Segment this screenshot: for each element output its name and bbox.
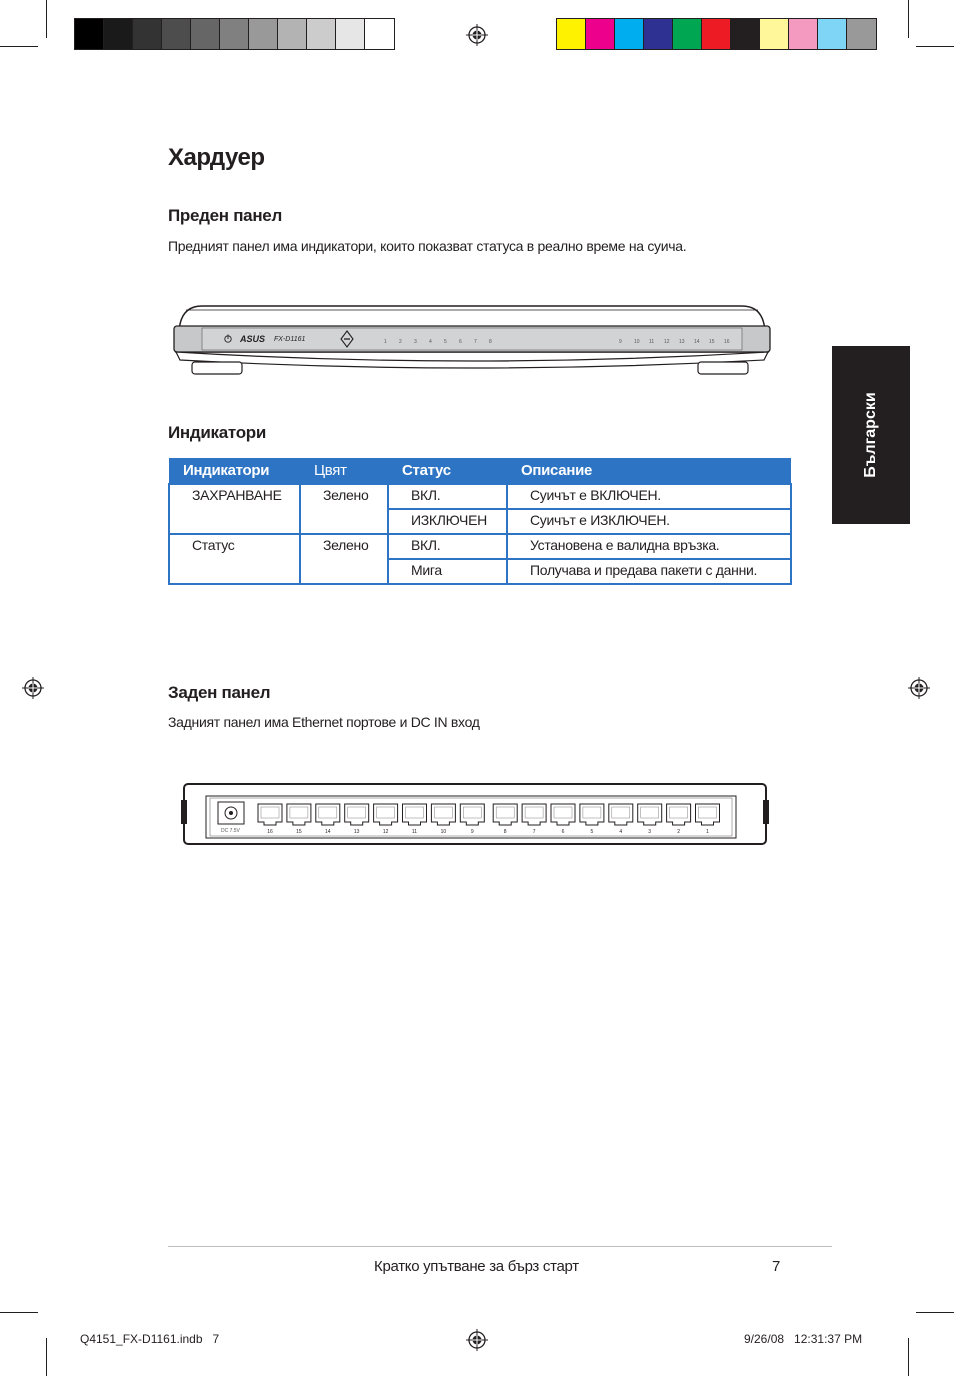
led-number-label: 9 [619, 339, 622, 345]
status-cell: ВКЛ. [388, 534, 507, 559]
color-swatch [162, 19, 191, 49]
dc-power-jack [218, 802, 244, 824]
footer-divider [168, 1246, 832, 1247]
port-number-label: 7 [532, 829, 536, 835]
description-cell: Установена е валидна връзка. [507, 534, 791, 559]
led-number-label: 12 [664, 339, 670, 345]
color-swatch [644, 19, 673, 49]
port-number-label: 4 [619, 829, 623, 835]
dc-power-label: DC 7.5V [221, 828, 240, 834]
page-title: Хардуер [168, 144, 265, 171]
color-swatch [847, 19, 876, 49]
crosshair-registration-icon [22, 677, 44, 699]
rear-panel-heading: Заден панел [168, 683, 271, 702]
front-panel-description: Предният панел има индикатори, които показват статуса в реално време на суича. [168, 238, 687, 254]
front-brand-logo: ASUS [240, 334, 266, 344]
color-cell: Зелено [300, 484, 388, 534]
color-swatch [760, 19, 789, 49]
led-number-label: 14 [694, 339, 700, 345]
status-cell: ВКЛ. [388, 484, 507, 509]
description-cell: Суичът е ВКЛЮЧЕН. [507, 484, 791, 509]
led-number-label: 8 [489, 339, 492, 345]
crop-mark [916, 46, 954, 47]
table-row [169, 534, 791, 559]
front-panel-illustration [172, 300, 772, 386]
led-number-label: 11 [649, 339, 655, 345]
header-indicators: Индикатори [169, 458, 300, 484]
grayscale-color-bar [74, 18, 395, 50]
header-status: Статус [388, 458, 507, 484]
indicator-cell: Статус [169, 534, 300, 584]
color-cell: Зелено [300, 534, 388, 584]
crop-mark [908, 0, 909, 38]
file-slug: Q4151_FX-D1161.indb 7 [80, 1332, 220, 1346]
led-number-label: 1 [384, 339, 387, 345]
datetime-slug: 9/26/08 12:31:37 PM [744, 1332, 863, 1346]
crop-mark [46, 1338, 47, 1376]
led-number-label: 5 [444, 339, 447, 345]
color-swatch [220, 19, 249, 49]
led-number-label: 10 [634, 339, 640, 345]
status-cell: ИЗКЛЮЧЕН [388, 509, 507, 534]
color-swatch [557, 19, 586, 49]
color-swatch [307, 19, 336, 49]
color-swatch [336, 19, 365, 49]
color-swatch [104, 19, 133, 49]
rear-panel-description: Задният панел има Ethernet портове и DC IN вход [168, 714, 480, 730]
color-swatch [191, 19, 220, 49]
table-header-row [169, 458, 791, 484]
color-swatch [615, 19, 644, 49]
crop-mark [908, 1338, 909, 1376]
color-swatch [673, 19, 702, 49]
led-number-label: 4 [429, 339, 432, 345]
color-swatch [249, 19, 278, 49]
header-color: Цвят [300, 458, 388, 484]
color-swatch [702, 19, 731, 49]
process-color-bar [556, 18, 877, 50]
indicators-table [168, 458, 792, 585]
led-number-label: 2 [399, 339, 402, 345]
crosshair-registration-icon [466, 24, 488, 46]
port-number-label: 9 [470, 829, 474, 835]
color-swatch [586, 19, 615, 49]
rear-panel-illustration [180, 776, 770, 850]
port-number-label: 6 [561, 829, 565, 835]
indicator-cell: ЗАХРАНВАНЕ [169, 484, 300, 534]
port-number-label: 3 [648, 829, 652, 835]
front-model-label: FX-D1161 [274, 336, 306, 343]
crop-mark [0, 46, 38, 47]
port-number-label: 5 [590, 829, 594, 835]
led-number-label: 16 [724, 339, 730, 345]
front-panel-heading: Преден панел [168, 206, 282, 225]
crosshair-registration-icon [466, 1329, 488, 1351]
port-number-label: 11 [411, 829, 418, 835]
footer-text: Кратко упътване за бърз старт [374, 1258, 579, 1275]
port-number-label: 8 [503, 829, 507, 835]
port-number-label: 13 [353, 829, 360, 835]
color-swatch [365, 19, 394, 49]
language-side-tab [832, 346, 910, 524]
crop-mark [916, 1312, 954, 1313]
port-number-label: 16 [267, 829, 273, 835]
table-row [169, 484, 791, 509]
led-number-label: 7 [474, 339, 477, 345]
port-number-label: 1 [706, 829, 709, 835]
led-number-label: 13 [679, 339, 685, 345]
color-swatch [75, 19, 104, 49]
color-swatch [818, 19, 847, 49]
language-label: Български [862, 392, 879, 478]
led-number-label: 15 [709, 339, 715, 345]
color-swatch [133, 19, 162, 49]
crop-mark [0, 1312, 38, 1313]
color-swatch [278, 19, 307, 49]
color-swatch [789, 19, 818, 49]
page-number: 7 [772, 1258, 781, 1275]
color-swatch [731, 19, 760, 49]
crosshair-registration-icon [908, 677, 930, 699]
port-number-label: 15 [296, 829, 302, 835]
port-number-label: 2 [677, 829, 680, 835]
led-number-label: 3 [414, 339, 417, 345]
description-cell: Суичът е ИЗКЛЮЧЕН. [507, 509, 791, 534]
header-description: Описание [507, 458, 791, 484]
port-number-label: 10 [440, 829, 447, 835]
description-cell: Получава и предава пакети с данни. [507, 559, 791, 584]
port-number-label: 14 [325, 829, 331, 835]
led-number-label: 6 [459, 339, 462, 345]
crop-mark [46, 0, 47, 38]
status-cell: Мига [388, 559, 507, 584]
port-number-label: 12 [382, 829, 389, 835]
indicators-heading: Индикатори [168, 423, 267, 442]
